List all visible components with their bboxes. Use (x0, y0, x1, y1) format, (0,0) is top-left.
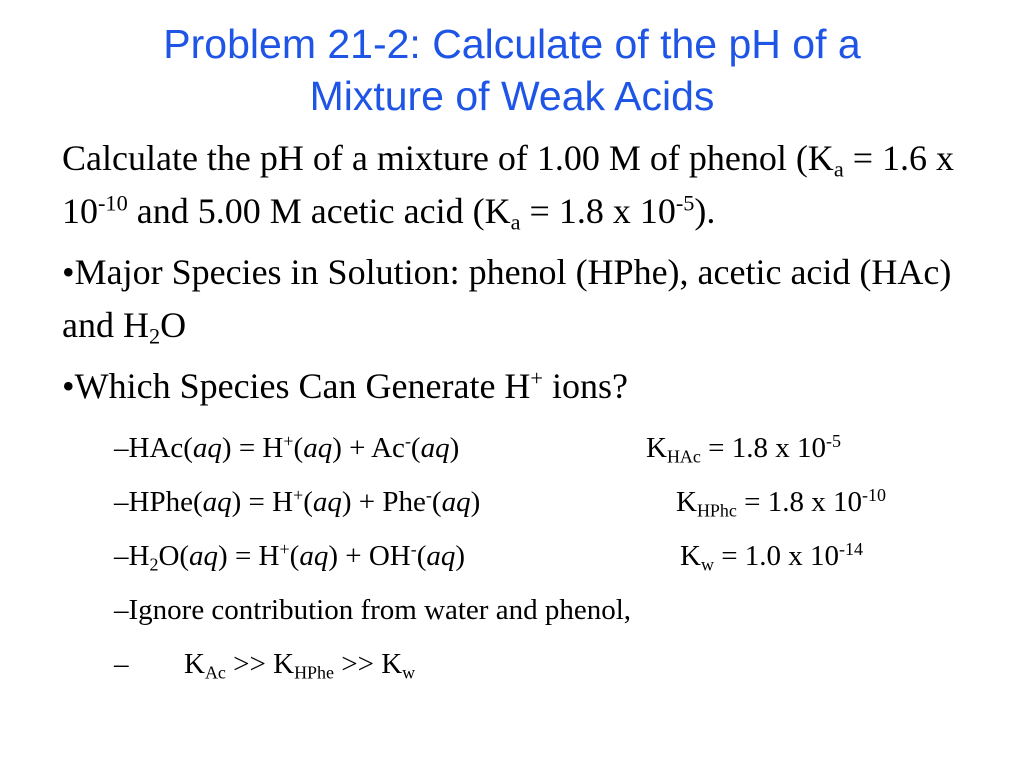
bullet1-text-1: •Major Species in Solution: phenol (HPhe), acetic acid (HAc) and H (62, 252, 952, 345)
h2o-equation (114, 539, 466, 575)
slide-title (40, 18, 984, 122)
hphe-dash: –HPhe( (114, 486, 203, 518)
equilibrium-h2o (114, 529, 982, 583)
hac-k-sup: -5 (826, 431, 841, 452)
h2o-paren-4: ) (455, 540, 466, 572)
hphe-paren-4: ) (470, 486, 481, 518)
intro-text-3: and 5.00 M acetic acid (K (127, 191, 511, 231)
intro-text-5: ). (694, 191, 716, 231)
h2o-k-sub: w (700, 554, 714, 575)
hphe-k-eq: = 1.8 x 10 (736, 486, 862, 518)
h2o-aq-3: aq (426, 540, 456, 572)
hac-aq-1: aq (192, 432, 222, 464)
hac-eq: ) = H (221, 432, 284, 464)
h2o-sup-plus: + (279, 539, 290, 560)
h2o-paren-3: ( (416, 540, 427, 572)
hac-k: K (646, 432, 667, 464)
h2o-o: O( (158, 540, 190, 572)
bullet-major-species (62, 246, 982, 352)
hphe-sup-plus: + (293, 485, 304, 506)
sub-bullet-list (114, 421, 982, 691)
hphe-aq-2: aq (312, 486, 342, 518)
h2o-kw (680, 529, 863, 583)
order-k2-sub: HPhe (294, 662, 334, 683)
title-line-1: Problem 21-2: Calculate of the pH of a (163, 21, 861, 67)
slide-body (62, 132, 982, 691)
hphe-eq: ) = H (231, 486, 294, 518)
k-ordering (114, 637, 982, 691)
order-k1-sub: Ac (204, 662, 226, 683)
intro-sub-a-2: a (510, 209, 521, 235)
hphe-k-sup: -10 (862, 485, 886, 506)
intro-sup-exp-2: -5 (675, 190, 695, 216)
intro-text-4: = 1.8 x 10 (520, 191, 676, 231)
hac-sup-minus: - (404, 431, 411, 452)
bullet2-text-2: ions? (543, 366, 629, 406)
hac-k-eq: = 1.8 x 10 (700, 432, 826, 464)
problem-statement (62, 132, 982, 238)
h2o-k-eq: = 1.0 x 10 (713, 540, 840, 572)
h2o-dash: –H (114, 540, 150, 572)
hphe-paren-2: ) + Phe (341, 486, 426, 518)
hphe-sup-minus: - (425, 485, 432, 506)
equilibrium-hac (114, 421, 982, 475)
hac-dash: –HAc( (114, 432, 193, 464)
ignore-text: –Ignore contribution from water and phenol, (114, 594, 632, 626)
hphe-equation (114, 486, 480, 518)
order-gt-1: >> K (225, 648, 295, 680)
hphe-paren-1: ( (303, 486, 313, 518)
equilibrium-hphe (114, 475, 982, 529)
bullet2-text-1: •Which Species Can Generate H (62, 366, 531, 406)
order-gt-2: >> K (334, 648, 403, 680)
bullet1-sub-2: 2 (148, 323, 161, 349)
hac-paren-1: ( (293, 432, 304, 464)
order-dash: – (114, 648, 129, 680)
intro-text-1: Calculate the pH of a mixture of 1.00 M of phenol (K (62, 138, 834, 178)
bullet-which-species (62, 360, 982, 413)
h2o-sub-2: 2 (149, 554, 159, 575)
order-k1: K (184, 648, 205, 680)
bullet1-text-2: O (160, 305, 187, 345)
order-expression (184, 637, 415, 691)
h2o-paren-1: ( (289, 540, 300, 572)
h2o-k-sup: -14 (839, 539, 863, 560)
h2o-aq-2: aq (299, 540, 329, 572)
hac-equation (114, 432, 459, 464)
h2o-k: K (680, 540, 701, 572)
hac-sup-plus: + (283, 431, 294, 452)
intro-text-2: = 1.6 x 10 (62, 138, 955, 231)
hphe-k: K (676, 486, 697, 518)
hphe-ka (676, 475, 886, 529)
title-line-2: Mixture of Weak Acids (309, 73, 715, 119)
hac-aq-3: aq (420, 432, 450, 464)
h2o-paren-2: ) + OH (328, 540, 411, 572)
hac-aq-2: aq (303, 432, 333, 464)
h2o-sup-minus: - (410, 539, 417, 560)
h2o-eq: ) = H (218, 540, 280, 572)
ignore-note (114, 583, 982, 637)
order-k3-sub: w (402, 662, 416, 683)
hphe-aq-3: aq (441, 486, 471, 518)
hac-paren-2: ) + Ac (332, 432, 405, 464)
hac-ka (646, 421, 841, 475)
hphe-paren-3: ( (431, 486, 442, 518)
hac-k-sub: HAc (666, 446, 701, 467)
intro-sup-exp-1: -10 (98, 190, 128, 216)
intro-sub-a-1: a (833, 156, 844, 182)
hac-paren-3: ( (410, 432, 421, 464)
bullet2-sup-plus: + (530, 365, 544, 391)
h2o-aq-1: aq (189, 540, 219, 572)
hphe-k-sub: HPhc (696, 500, 737, 521)
hac-paren-4: ) (449, 432, 460, 464)
hphe-aq-1: aq (202, 486, 232, 518)
